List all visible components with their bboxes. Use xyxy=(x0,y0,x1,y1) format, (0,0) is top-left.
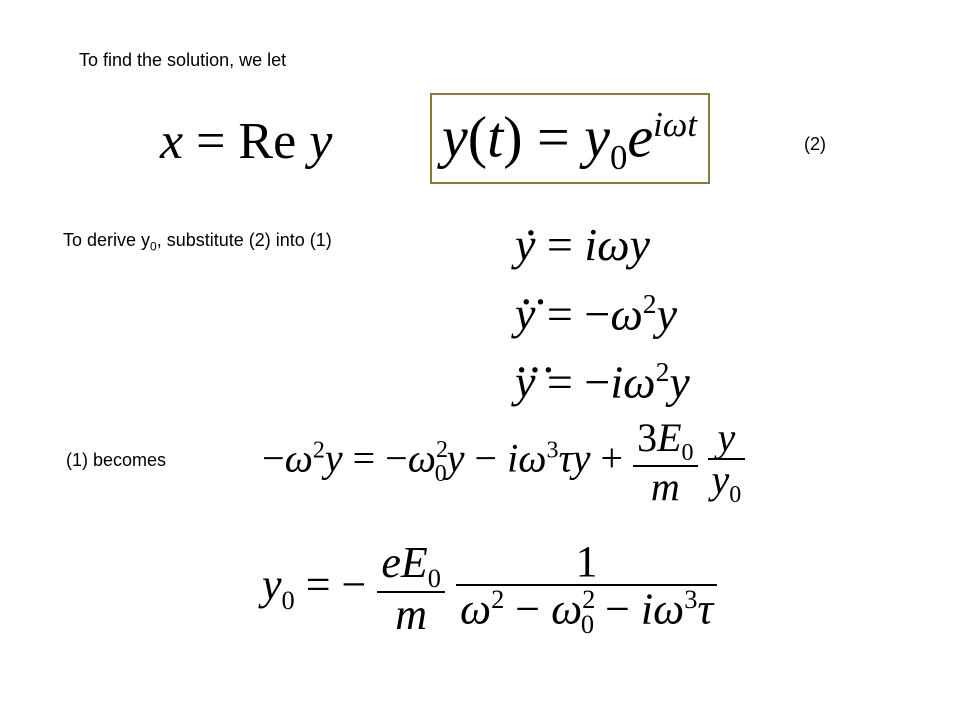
fraction-y-over-y0: $\frac{y}{y_0}$ xyxy=(708,418,746,507)
derive-text: To derive $y_0$, substitute (2) into (1) xyxy=(63,230,332,254)
intro-text: To find the solution, we let xyxy=(79,50,287,70)
equation-becomes: $-\omega^2y = -\omega^2_0y - i\omega^3\tau y$ + $\frac{3E_0}{m}$ $\frac{y}{y_0}$ xyxy=(262,418,745,507)
fraction-eE0-over-m: $\frac{eE_0}{m}$ xyxy=(377,541,445,637)
fraction-3E0-over-m: $\frac{3E_0}{m}$ xyxy=(633,418,697,507)
equation-label-2: (2) xyxy=(804,134,826,154)
equation-y0-solution: $y_0$ = − $\frac{eE_0}{m}$ $\frac{1}{\omega^2 - \omega^2_0 - i\omega^3\tau}$ xyxy=(262,540,717,638)
equation-y-dddot: ... $y = -i\omega^2y$ xyxy=(515,358,690,405)
equation-y-of-t: $y(t) = y_0e^{i\omega t}$ xyxy=(442,104,698,177)
equation-y-ddot: .. $y = -\omega^2y$ xyxy=(515,290,677,337)
equation-y-dot: . y = iωy xyxy=(515,222,650,268)
equation-x-re-y: x = Re y xyxy=(160,113,333,170)
becomes-text: (1) becomes xyxy=(66,450,167,470)
fraction-one-over-denominator: $\frac{1}{\omega^2 - \omega^2_0 - i\omega^3\tau}$ xyxy=(456,540,717,638)
